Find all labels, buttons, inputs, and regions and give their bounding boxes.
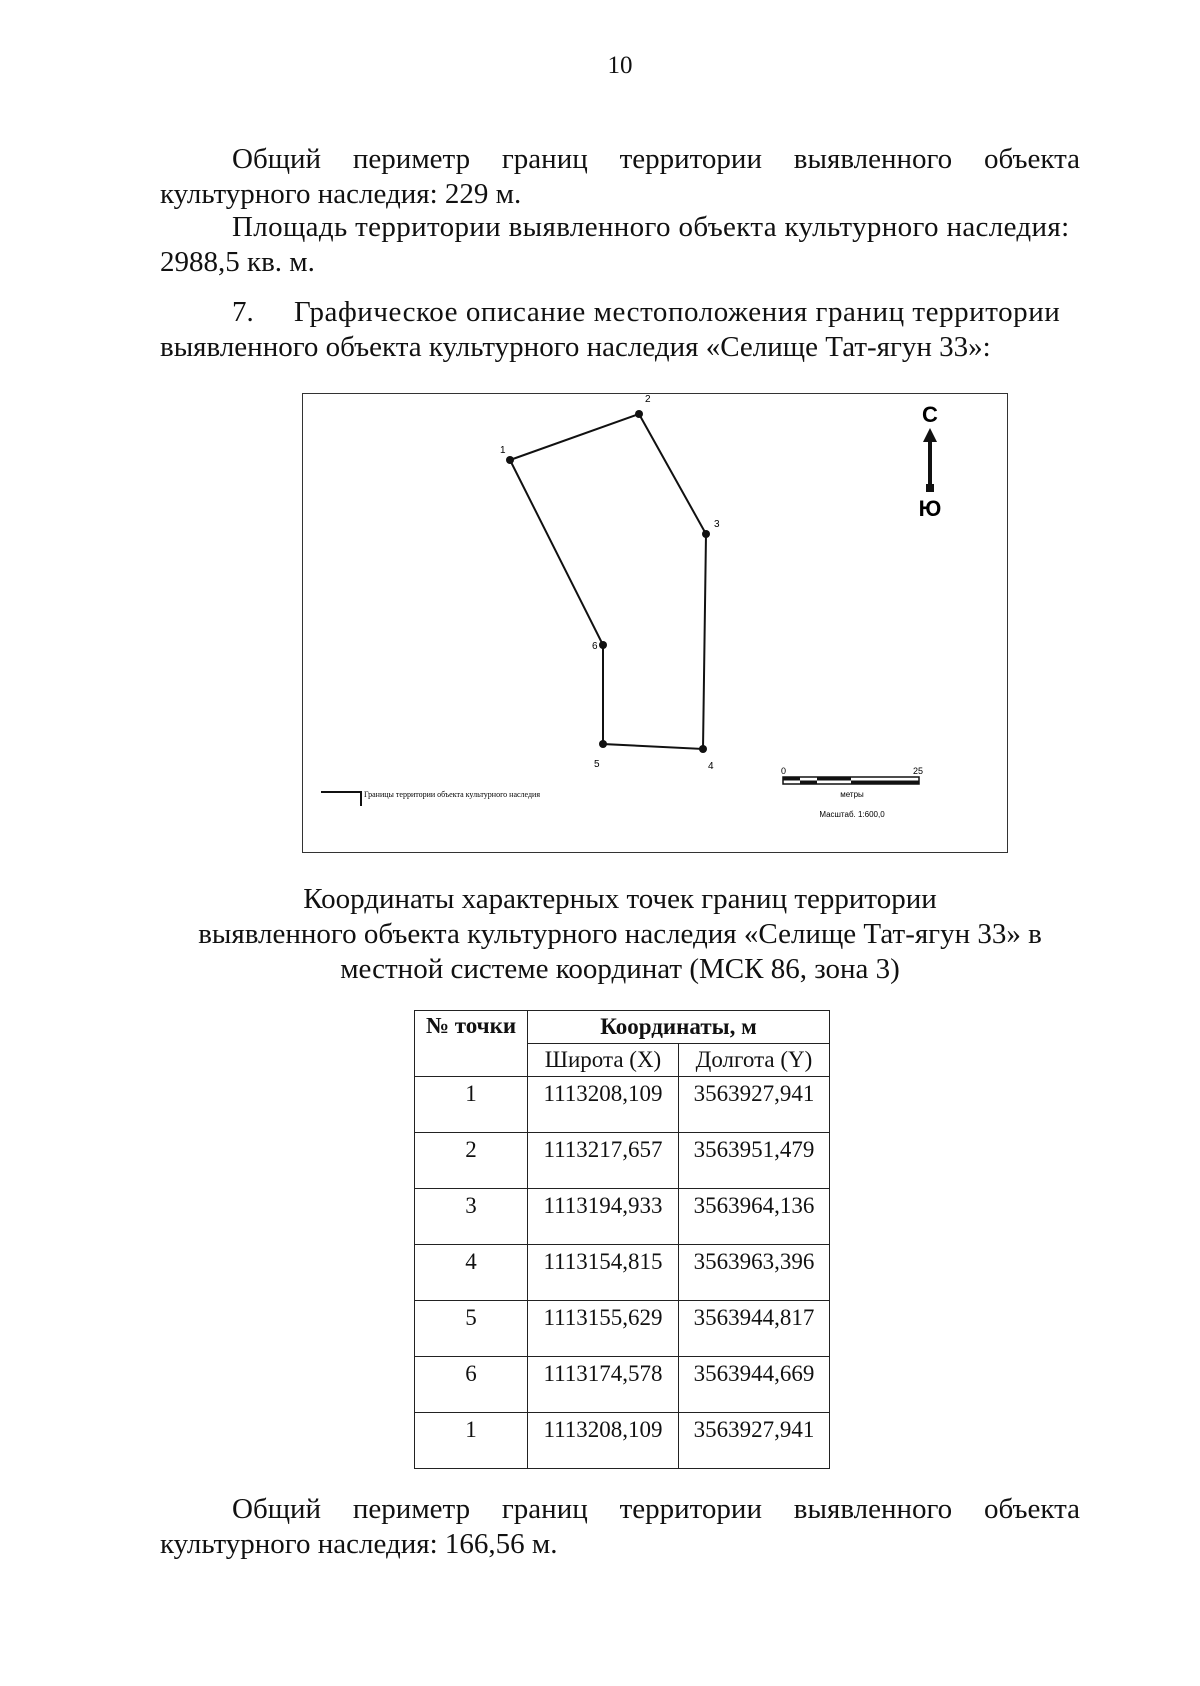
south-label: Ю [918, 496, 942, 521]
point-y: 3563963,396 [679, 1245, 830, 1301]
vertex-label: 1 [500, 445, 506, 456]
word: объекта [984, 143, 1081, 175]
point-number: 1 [415, 1413, 528, 1469]
word: Общий [232, 143, 322, 175]
area-paragraph-line2: 2988,5 кв. м. [160, 246, 315, 278]
vertex-6 [592, 641, 607, 652]
table-row [415, 1357, 830, 1413]
point-y: 3563951,479 [679, 1133, 830, 1189]
word: границ [501, 1493, 588, 1525]
section-number: 7. [232, 296, 254, 328]
point-x: 1113174,578 [528, 1357, 679, 1413]
area-paragraph-line1: Площадь территории выявленного объекта культурного наследия: [232, 211, 1070, 243]
scale-text: Масштаб. 1:600,0 [819, 810, 885, 819]
word: периметр [352, 1493, 471, 1525]
section-7-line2: выявленного объекта культурного наследия «Селище Тат-ягун 33»: [160, 331, 991, 363]
perimeter-paragraph-2-line2: культурного наследия: 166,56 м. [160, 1528, 558, 1560]
scale-max: 25 [913, 766, 924, 776]
point-x: 1113208,109 [528, 1413, 679, 1469]
vertex-label: 6 [592, 641, 598, 652]
point-y: 3563927,941 [679, 1413, 830, 1469]
legend-line-icon [321, 792, 361, 806]
table-row [415, 1189, 830, 1245]
point-x: 1113217,657 [528, 1133, 679, 1189]
word: выявленного [793, 143, 953, 175]
vertex-label: 2 [645, 394, 651, 405]
point-number: 3 [415, 1189, 528, 1245]
table-title-line3: местной системе координат (МСК 86, зона 3) [340, 953, 900, 985]
vertex-2 [635, 394, 651, 418]
vertex-label: 5 [594, 759, 600, 770]
north-arrow-icon [919, 402, 942, 521]
scale-unit: метры [840, 790, 864, 799]
point-x: 1113208,109 [528, 1077, 679, 1133]
header-point-number: № точки [415, 1011, 528, 1077]
legend-text: Границы территории объекта культурного наследия [364, 790, 541, 799]
section-7-line1-text: Графическое описание местоположения границ территории [294, 296, 1061, 328]
vertex-label: 3 [714, 519, 720, 530]
point-y: 3563944,669 [679, 1357, 830, 1413]
page-number: 10 [607, 52, 633, 79]
map-legend [321, 790, 540, 806]
scale-bar [781, 766, 923, 819]
header-longitude: Долгота (Y) [679, 1044, 830, 1077]
word: объекта [984, 1493, 1081, 1525]
point-number: 1 [415, 1077, 528, 1133]
point-x: 1113194,933 [528, 1189, 679, 1245]
table-row [415, 1133, 830, 1189]
point-number: 4 [415, 1245, 528, 1301]
section-7-heading [160, 295, 1080, 365]
point-x: 1113155,629 [528, 1301, 679, 1357]
vertex-4 [699, 745, 714, 772]
vertex-5 [594, 740, 607, 770]
point-number: 6 [415, 1357, 528, 1413]
vertex-1 [500, 445, 514, 464]
word: Общий [232, 1493, 322, 1525]
point-number: 5 [415, 1301, 528, 1357]
header-coordinates: Координаты, м [528, 1011, 830, 1044]
point-y: 3563944,817 [679, 1301, 830, 1357]
table-row [415, 1245, 830, 1301]
vertex-label: 4 [708, 761, 714, 772]
scale-zero: 0 [781, 766, 787, 776]
section-7-line1 [160, 295, 1080, 330]
map-canvas [303, 394, 1006, 851]
point-number: 2 [415, 1133, 528, 1189]
perimeter-paragraph-2 [160, 1492, 1080, 1562]
point-y: 3563927,941 [679, 1077, 830, 1133]
perimeter-paragraph-2-line1 [160, 1492, 1080, 1527]
coordinates-table [414, 1010, 830, 1469]
header-latitude: Широта (X) [528, 1044, 679, 1077]
table-row [415, 1301, 830, 1357]
area-paragraph [160, 210, 1080, 280]
word: территории [619, 1493, 762, 1525]
table-title-line2: выявленного объекта культурного наследия «Селище Тат-ягун 33» в [198, 918, 1042, 950]
perimeter-paragraph-1 [160, 142, 1080, 212]
word: периметр [352, 143, 471, 175]
boundary-map [302, 393, 1008, 853]
boundary-polygon [510, 414, 706, 749]
table-row [415, 1077, 830, 1133]
word: территории [619, 143, 762, 175]
vertex-3 [702, 519, 720, 538]
table-title [160, 882, 1080, 987]
point-y: 3563964,136 [679, 1189, 830, 1245]
perimeter-paragraph-1-line2: культурного наследия: 229 м. [160, 178, 522, 210]
north-label: С [922, 402, 938, 427]
table-header-row [415, 1011, 830, 1044]
point-x: 1113154,815 [528, 1245, 679, 1301]
word: выявленного [793, 1493, 953, 1525]
perimeter-paragraph-1-line1 [160, 142, 1080, 177]
table-row [415, 1413, 830, 1469]
table-title-line1: Координаты характерных точек границ территории [303, 883, 937, 915]
word: границ [501, 143, 588, 175]
